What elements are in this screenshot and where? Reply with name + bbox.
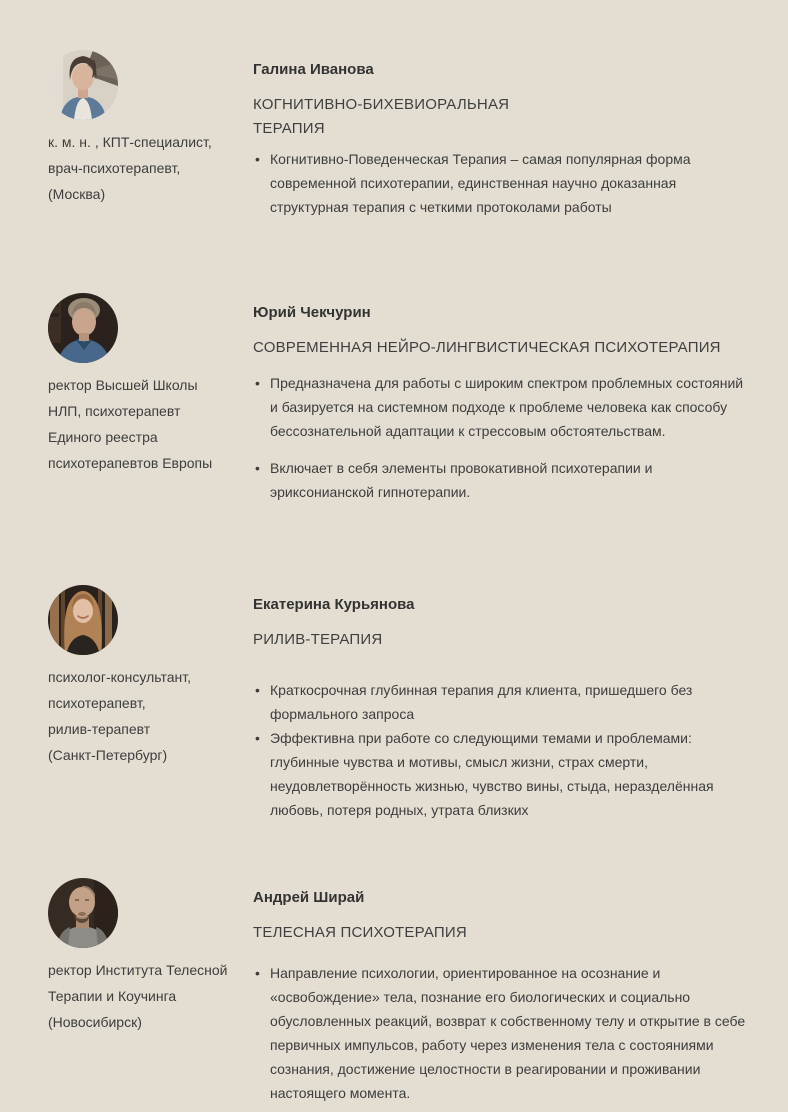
- credentials-line: (Новосибирск): [48, 1014, 142, 1030]
- therapy-title-line: КОГНИТИВНО-БИХЕВИОРАЛЬНАЯ: [253, 96, 510, 113]
- therapy-title-line: ТЕРАПИЯ: [253, 120, 325, 137]
- therapist-left-column: [48, 293, 253, 504]
- therapist-name: Галина Иванова: [253, 61, 374, 78]
- therapist-left-column: [48, 878, 253, 1105]
- therapy-bullet: • Включает в себя элементы провокативной психотерапии и эриксонианской гипнотерапии.: [253, 456, 750, 504]
- therapist-right-column: [253, 293, 750, 504]
- therapy-title: [253, 93, 750, 141]
- therapist-left-column: [48, 585, 253, 822]
- credentials-line: ректор Высшей Школы: [48, 377, 198, 393]
- therapy-bullet: • Предназначена для работы с широким спектром проблемных состояний и базируется на системном подходе к проблеме человека как способу бессознательной адаптации к стрессовым обстоятельствам.: [253, 371, 750, 443]
- credentials-line: к. м. н. , КПТ-специалист,: [48, 134, 212, 150]
- credentials-line: психотерапевтов Европы: [48, 455, 213, 471]
- woman-short-dark-hair-photo-icon: [48, 50, 118, 120]
- therapist-credentials: [48, 372, 243, 476]
- therapy-description-list: [253, 961, 750, 1105]
- man-beard-hoodie-photo-icon: [48, 878, 118, 948]
- credentials-line: Терапии и Коучинга: [48, 988, 177, 1004]
- therapist-name: Юрий Чекчурин: [253, 304, 371, 321]
- therapy-title-line: ТЕЛЕСНАЯ ПСИХОТЕРАПИЯ: [253, 924, 467, 941]
- therapy-bullet: • Когнитивно-Поведенческая Терапия – самая популярная форма современной психотерапии, единственная научно доказанная структурная терапия с четкими протоколами работы: [253, 147, 750, 219]
- credentials-line: психотерапевт,: [48, 695, 146, 711]
- credentials-line: НЛП, психотерапевт: [48, 403, 181, 419]
- therapy-title-line: РИЛИВ-ТЕРАПИЯ: [253, 631, 383, 648]
- credentials-line: (Санкт-Петербург): [48, 747, 168, 763]
- credentials-line: ректор Института Телесной: [48, 962, 228, 978]
- therapist-credentials: [48, 129, 243, 207]
- therapy-bullet: • Направление психологии, ориентированное на осознание и «освобождение» тела, познание его биологических и социально обусловленных реакций, возврат к собственному телу и открытие в себе первичных импульсов, работу через изменения тела с состояниями сознания, достижение целостности в реагировании и проживании настоящего момента.: [253, 961, 750, 1105]
- therapy-title: [253, 336, 750, 360]
- therapist-right-column: [253, 878, 750, 1105]
- man-blue-shirt-photo-icon: [48, 293, 118, 363]
- credentials-line: (Москва): [48, 186, 106, 202]
- credentials-line: врач-психотерапевт,: [48, 160, 181, 176]
- credentials-line: рилив-терапевт: [48, 721, 151, 737]
- therapy-description-list: [253, 371, 750, 504]
- therapist-card: [48, 50, 750, 219]
- therapist-card: [48, 878, 750, 1105]
- therapist-right-column: [253, 585, 750, 822]
- credentials-line: Единого реестра: [48, 429, 158, 445]
- therapy-title-line: СОВРЕМЕННАЯ НЕЙРО-ЛИНГВИСТИЧЕСКАЯ ПСИХОТЕРАПИЯ: [253, 339, 721, 356]
- therapist-name: Екатерина Курьянова: [253, 596, 415, 613]
- therapist-name: Андрей Ширай: [253, 889, 365, 906]
- therapist-credentials: [48, 664, 243, 768]
- therapy-bullet: • Краткосрочная глубинная терапия для клиента, пришедшего без формального запроса: [253, 678, 750, 726]
- therapist-left-column: [48, 50, 253, 219]
- therapist-right-column: [253, 50, 750, 219]
- therapist-card: [48, 293, 750, 504]
- woman-long-hair-photo-icon: [48, 585, 118, 655]
- therapy-bullet: • Эффективна при работе со следующими темами и проблемами: глубинные чувства и мотивы, смысл жизни, страх смерти, неудовлетворённость жизнью, чувство вины, стыда, неразделённая любовь, потеря родных, утрата близких: [253, 726, 750, 822]
- therapist-credentials: [48, 957, 243, 1035]
- therapy-description-list: [253, 147, 750, 219]
- therapy-description-list: [253, 678, 750, 822]
- therapist-card: [48, 585, 750, 822]
- credentials-line: психолог-консультант,: [48, 669, 191, 685]
- therapy-title: [253, 921, 750, 945]
- therapy-title: [253, 628, 750, 652]
